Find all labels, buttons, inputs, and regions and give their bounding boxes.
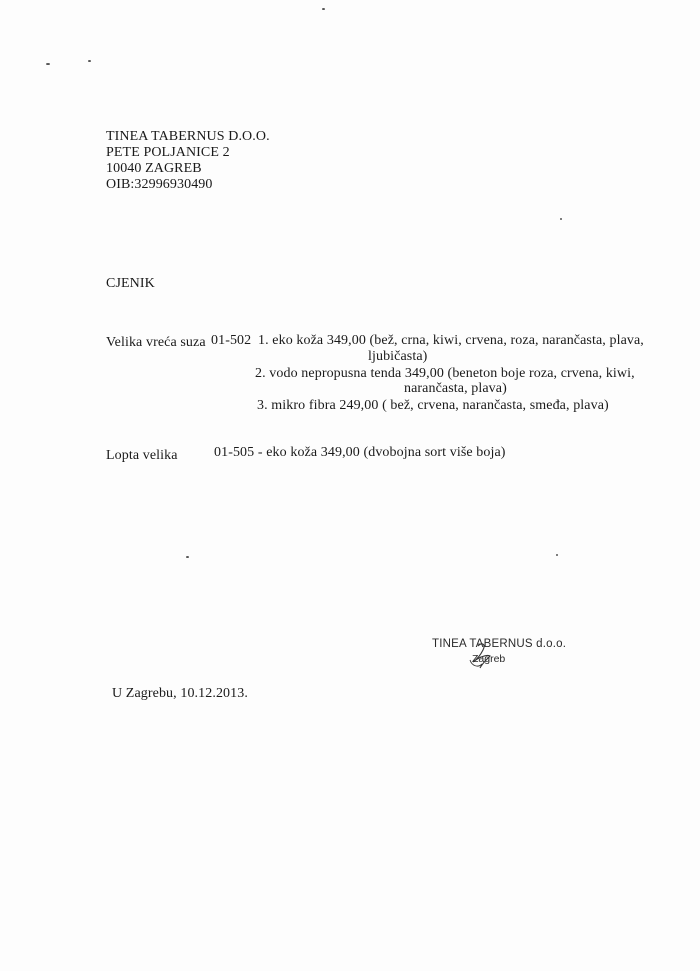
item-variant-line: 2. vodo nepropusna tenda 349,00 (beneton boje roza, crvena, kiwi, [255, 366, 635, 381]
item-code: 01-502 [211, 333, 252, 348]
company-oib: OIB:32996930490 [106, 177, 213, 192]
stamp-company-name: TINEA TABERNUS d.o.o. [432, 638, 567, 650]
signature [456, 640, 516, 670]
item-variant-line: ljubičasta) [368, 349, 428, 364]
scan-speck [322, 8, 325, 10]
scan-speck [186, 556, 189, 558]
company-name: TINEA TABERNUS D.O.O. [106, 129, 270, 144]
scan-speck [560, 218, 562, 220]
scan-speck [46, 63, 50, 65]
item-variant-line: 1. eko koža 349,00 (bež, crna, kiwi, crvena, roza, narančasta, plava, [258, 333, 644, 348]
item-name: Lopta velika [106, 448, 178, 463]
place-date: U Zagrebu, 10.12.2013. [112, 686, 248, 701]
stamp-city: Zagreb [472, 653, 506, 665]
document-heading: CJENIK [106, 276, 155, 291]
item-variant-line: 3. mikro fibra 249,00 ( bež, crvena, narančasta, smeđa, plava) [257, 398, 609, 413]
item-name: Velika vreća suza [106, 335, 206, 350]
company-street: PETE POLJANICE 2 [106, 145, 230, 160]
company-city: 10040 ZAGREB [106, 161, 202, 176]
scan-speck [88, 60, 91, 62]
scan-speck [556, 554, 558, 556]
item-variant-line: narančasta, plava) [404, 381, 507, 396]
item-description: 01-505 - eko koža 349,00 (dvobojna sort više boja) [214, 445, 506, 460]
